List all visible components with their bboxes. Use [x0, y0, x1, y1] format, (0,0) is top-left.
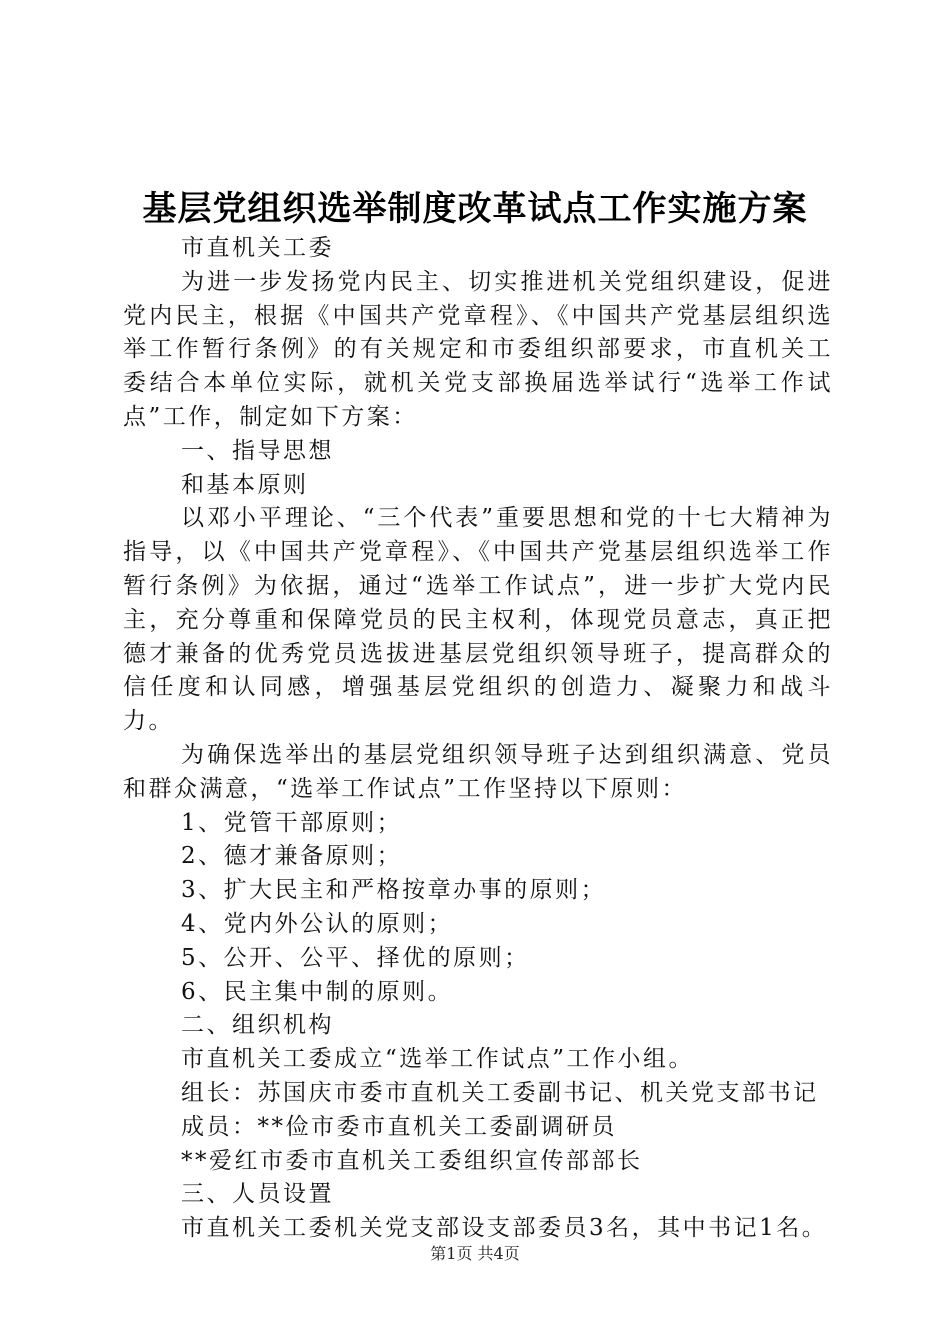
- section-heading-1: 一、指导思想: [181, 437, 334, 464]
- intro-paragraph: 为进一步发扬党内民主、切实推进机关党组织建设，促进党内民主，根据《中国共产党章程》、《中国共产党基层组织选举工作暂行条例》的有关规定和市委组织部要求，市直机关工委结合本单位实际，就机关党支部换届选举试行“选举工作试点”工作，制定如下方案：: [123, 268, 833, 430]
- principle-item: 4、党内外公认的原则；: [181, 910, 454, 937]
- organization-paragraph: 市直机关工委成立“选举工作试点”工作小组。: [181, 1046, 695, 1073]
- principle-item: 2、德才兼备原则；: [181, 843, 403, 870]
- principle-item: 6、民主集中制的原则。: [181, 978, 454, 1005]
- guiding-thought-paragraph: 以邓小平理论、“三个代表”重要思想和党的十七大精神为指导，以《中国共产党章程》、《中国共产党基层组织选举工作暂行条例》为依据，通过“选举工作试点”，进一步扩大党内民主，充分尊重和保障党员的民主权利，体现党员意志，真正把德才兼备的优秀党员选拔进基层党组织领导班子，提高群众的信任度和认同感，增强基层党组织的创造力、凝聚力和战斗力。: [123, 505, 833, 735]
- section-heading-3: 三、人员设置: [181, 1181, 334, 1208]
- section-heading-2: 二、组织机构: [181, 1012, 334, 1039]
- document-body: [123, 232, 833, 1246]
- principle-item: 5、公开、公平、择优的原则；: [181, 944, 530, 971]
- page-number-footer: 第1页 共4页: [430, 1244, 520, 1263]
- principle-item: 3、扩大民主和严格按章办事的原则；: [181, 877, 607, 904]
- section-heading-1-cont: 和基本原则: [181, 471, 309, 498]
- team-leader-line: 组长：苏国庆市委市直机关工委副书记、机关党支部书记: [181, 1079, 819, 1106]
- staffing-paragraph: 市直机关工委机关党支部设支部委员3名，其中书记1名。: [181, 1215, 828, 1242]
- document-title: 基层党组织选举制度改革试点工作实施方案: [142, 189, 808, 229]
- issuer-line: 市直机关工委: [181, 235, 334, 261]
- principle-item: 1、党管干部原则；: [181, 809, 403, 836]
- principles-intro-paragraph: 为确保选举出的基层党组织领导班子达到组织满意、党员和群众满意，“选举工作试点”工作坚持以下原则：: [123, 741, 833, 802]
- team-member-line: **爱红市委市直机关工委组织宣传部部长: [181, 1147, 643, 1174]
- team-member-line: 成员：**俭市委市直机关工委副调研员: [181, 1113, 617, 1140]
